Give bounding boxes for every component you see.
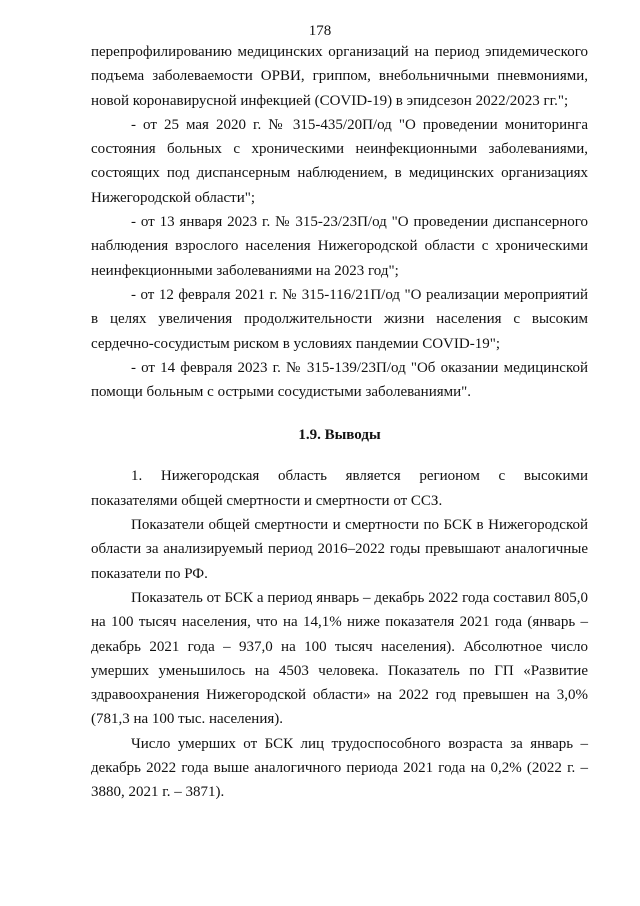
paragraph-order-2023-01-13: - от 13 января 2023 г. № 315-23/23П/од "О проведении диспансерного наблюдения взрослого населения Нижегородской области с хроническими неинфекционными заболеваниями на 2023 год"; xyxy=(91,214,588,279)
document-body xyxy=(91,40,588,805)
paragraph-order-2023-02-14: - от 14 февраля 2023 г. № 315-139/23П/од "Об оказании медицинской помощи больным с острыми сосудистыми заболеваниями". xyxy=(91,359,588,401)
section-heading: 1.9. Выводы xyxy=(298,427,381,444)
paragraph-conclusion-3: Показатель от БСК а период январь – декабрь 2022 года составил 805,0 на 100 тысяч населения, что на 14,1% ниже показателя 2021 года (январь – декабрь 2021 года – 937,0 на 100 тысяч населения). Абсолютное число умерших уменьшилось на 4503 человека. Показатель по ГП «Развитие здравоохранения Нижегородской области» на 2022 год превышен на 3,0% (781,3 на 100 тыс. населения). xyxy=(91,589,588,728)
paragraph-conclusion-2: Показатели общей смертности и смертности по БСК в Нижегородской области за анализируемый период 2016–2022 годы превышают аналогичные показатели по РФ. xyxy=(91,517,588,582)
paragraph-order-2021-02-12: - от 12 февраля 2021 г. № 315-116/21П/од "О реализации мероприятий в целях увеличения продолжительности жизни населения с высоким сердечно-сосудистым риском в условиях пандемии COVID-19"; xyxy=(91,286,588,352)
paragraph-conclusion-1: 1. Нижегородская область является регионом с высокими показателями общей смертности и смертности от ССЗ. xyxy=(91,468,588,509)
paragraph-order-2020-05-25: - от 25 мая 2020 г. № 315-435/20П/од "О проведении мониторинга состояния больных с хроническими неинфекционными заболеваниями, состоящих под диспансерным наблюдением, в медицинских организациях Нижегородской области"; xyxy=(91,116,588,206)
paragraph-continuation: перепрофилированию медицинских организаций на период эпидемического подъема заболеваемости ОРВИ, гриппом, внебольничными пневмониями, новой коронавирусной инфекцией (COVID-19) в эпидсезон 2022/2023 гг."; xyxy=(91,44,588,109)
page-number: 178 xyxy=(308,23,332,39)
paragraph-conclusion-4: Число умерших от БСК лиц трудоспособного возраста за январь – декабрь 2022 года выше аналогичного периода 2021 года на 0,2% (2022 г. – 3880, 2021 г. – 3871). xyxy=(91,735,588,801)
